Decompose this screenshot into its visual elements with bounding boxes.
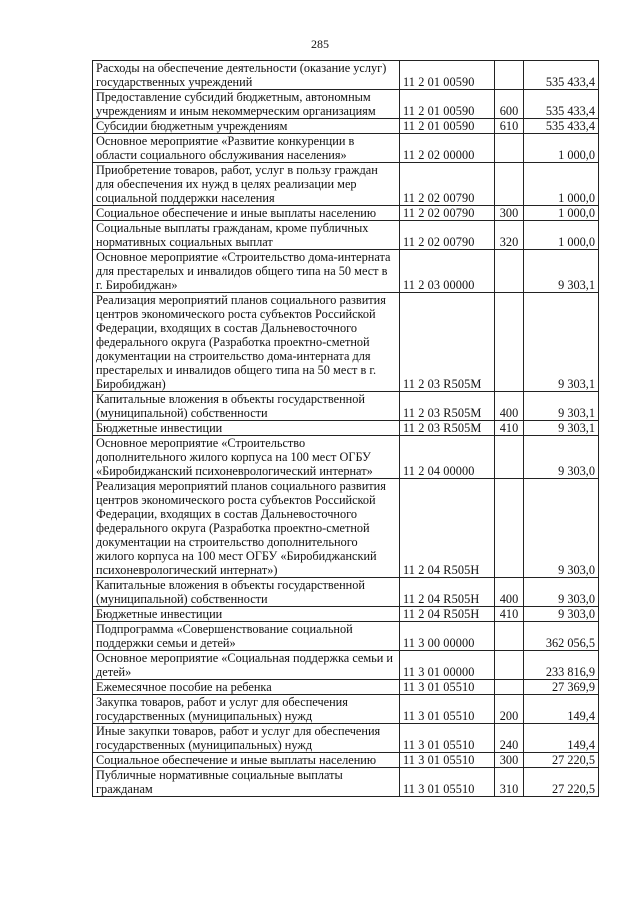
table-row — [93, 61, 599, 90]
row-name: Реализация мероприятий планов социального развития центров экономического роста субъектов Российской Федерации, входящих в состав Дальневосточного федерального округа (Разработка проектно-сметной документации на строительство дополнительного жилого корпуса на 100 мест ОГБУ «Биробиджанский психоневрологический интернат») — [93, 479, 400, 578]
budget-table-body — [93, 61, 599, 797]
row-sum: 149,4 — [524, 724, 599, 753]
row-name: Закупка товаров, работ и услуг для обеспечения государственных (муниципальных) нужд — [93, 695, 400, 724]
row-sum: 9 303,1 — [524, 421, 599, 436]
row-sum: 535 433,4 — [524, 61, 599, 90]
table-row — [93, 607, 599, 622]
row-name: Капитальные вложения в объекты государственной (муниципальной) собственности — [93, 392, 400, 421]
row-vr — [495, 436, 524, 479]
row-sum: 9 303,0 — [524, 607, 599, 622]
row-sum: 1 000,0 — [524, 221, 599, 250]
row-sum: 149,4 — [524, 695, 599, 724]
row-vr: 310 — [495, 768, 524, 797]
table-row — [93, 436, 599, 479]
row-vr: 610 — [495, 119, 524, 134]
row-sum: 27 220,5 — [524, 768, 599, 797]
row-vr: 400 — [495, 392, 524, 421]
row-code: 11 2 01 00590 — [400, 119, 495, 134]
table-row — [93, 724, 599, 753]
row-name: Основное мероприятие «Строительство дополнительного жилого корпуса на 100 мест ОГБУ «Биробиджанский психоневрологический интернат» — [93, 436, 400, 479]
table-row — [93, 768, 599, 797]
row-vr — [495, 680, 524, 695]
table-row — [93, 119, 599, 134]
row-vr — [495, 163, 524, 206]
row-name: Подпрограмма «Совершенствование социальной поддержки семьи и детей» — [93, 622, 400, 651]
row-sum: 1 000,0 — [524, 206, 599, 221]
row-sum: 1 000,0 — [524, 163, 599, 206]
row-vr: 240 — [495, 724, 524, 753]
row-name: Социальные выплаты гражданам, кроме публичных нормативных социальных выплат — [93, 221, 400, 250]
row-name: Публичные нормативные социальные выплаты гражданам — [93, 768, 400, 797]
row-vr — [495, 61, 524, 90]
row-code: 11 2 04 R505H — [400, 578, 495, 607]
row-vr: 400 — [495, 578, 524, 607]
row-code: 11 2 03 R505M — [400, 293, 495, 392]
row-vr: 300 — [495, 753, 524, 768]
table-row — [93, 250, 599, 293]
table-row — [93, 680, 599, 695]
row-sum: 535 433,4 — [524, 119, 599, 134]
row-code: 11 3 00 00000 — [400, 622, 495, 651]
row-vr: 600 — [495, 90, 524, 119]
table-row — [93, 163, 599, 206]
row-sum: 9 303,0 — [524, 436, 599, 479]
row-name: Ежемесячное пособие на ребенка — [93, 680, 400, 695]
row-sum: 362 056,5 — [524, 622, 599, 651]
row-sum: 27 220,5 — [524, 753, 599, 768]
budget-table — [92, 60, 599, 797]
row-name: Расходы на обеспечение деятельности (оказание услуг) государственных учреждений — [93, 61, 400, 90]
row-name: Предоставление субсидий бюджетным, автономным учреждениям и иным некоммерческим организациям — [93, 90, 400, 119]
row-sum: 233 816,9 — [524, 651, 599, 680]
row-name: Капитальные вложения в объекты государственной (муниципальной) собственности — [93, 578, 400, 607]
row-vr: 300 — [495, 206, 524, 221]
row-name: Социальное обеспечение и иные выплаты населению — [93, 753, 400, 768]
row-vr — [495, 134, 524, 163]
row-name: Основное мероприятие «Социальная поддержка семьи и детей» — [93, 651, 400, 680]
table-row — [93, 392, 599, 421]
row-vr: 320 — [495, 221, 524, 250]
row-sum: 9 303,1 — [524, 293, 599, 392]
row-code: 11 3 01 00000 — [400, 651, 495, 680]
row-vr: 200 — [495, 695, 524, 724]
row-sum: 9 303,1 — [524, 392, 599, 421]
row-code: 11 2 02 00000 — [400, 134, 495, 163]
table-row — [93, 421, 599, 436]
row-code: 11 3 01 05510 — [400, 724, 495, 753]
table-row — [93, 134, 599, 163]
row-vr — [495, 651, 524, 680]
table-row — [93, 90, 599, 119]
row-code: 11 3 01 05510 — [400, 695, 495, 724]
table-row — [93, 293, 599, 392]
row-sum: 9 303,0 — [524, 479, 599, 578]
row-name: Основное мероприятие «Строительство дома-интерната для престарелых и инвалидов общего типа на 50 мест в г. Биробиджан» — [93, 250, 400, 293]
row-sum: 1 000,0 — [524, 134, 599, 163]
row-code: 11 2 03 00000 — [400, 250, 495, 293]
table-row — [93, 753, 599, 768]
row-code: 11 2 04 R505H — [400, 607, 495, 622]
table-row — [93, 695, 599, 724]
row-code: 11 2 02 00790 — [400, 163, 495, 206]
row-vr: 410 — [495, 421, 524, 436]
row-name: Реализация мероприятий планов социального развития центров экономического роста субъектов Российской Федерации, входящих в состав Дальневосточного федерального округа (Разработка проектно-сметной документации на строительство дома-интерната для престарелых и инвалидов общего типа на 50 мест в г. Биробиджан) — [93, 293, 400, 392]
row-code: 11 2 01 00590 — [400, 90, 495, 119]
row-code: 11 2 02 00790 — [400, 221, 495, 250]
row-name: Социальное обеспечение и иные выплаты населению — [93, 206, 400, 221]
row-name: Субсидии бюджетным учреждениям — [93, 119, 400, 134]
table-row — [93, 622, 599, 651]
page-number: 285 — [311, 37, 329, 51]
row-code: 11 3 01 05510 — [400, 680, 495, 695]
row-sum: 9 303,1 — [524, 250, 599, 293]
row-code: 11 2 04 R505H — [400, 479, 495, 578]
table-row — [93, 651, 599, 680]
row-sum: 9 303,0 — [524, 578, 599, 607]
row-name: Бюджетные инвестиции — [93, 421, 400, 436]
row-vr — [495, 622, 524, 651]
table-row — [93, 221, 599, 250]
table-row — [93, 578, 599, 607]
row-name: Приобретение товаров, работ, услуг в пользу граждан для обеспечения их нужд в целях реализации мер социальной поддержки населения — [93, 163, 400, 206]
row-name: Основное мероприятие «Развитие конкуренции в области социального обслуживания населения» — [93, 134, 400, 163]
row-vr — [495, 250, 524, 293]
row-code: 11 2 03 R505M — [400, 421, 495, 436]
row-vr — [495, 479, 524, 578]
row-sum: 535 433,4 — [524, 90, 599, 119]
row-code: 11 2 03 R505M — [400, 392, 495, 421]
row-code: 11 2 02 00790 — [400, 206, 495, 221]
row-vr — [495, 293, 524, 392]
table-row — [93, 479, 599, 578]
row-code: 11 2 04 00000 — [400, 436, 495, 479]
row-name: Бюджетные инвестиции — [93, 607, 400, 622]
row-code: 11 2 01 00590 — [400, 61, 495, 90]
row-code: 11 3 01 05510 — [400, 753, 495, 768]
row-name: Иные закупки товаров, работ и услуг для обеспечения государственных (муниципальных) нужд — [93, 724, 400, 753]
row-sum: 27 369,9 — [524, 680, 599, 695]
row-vr: 410 — [495, 607, 524, 622]
table-row — [93, 206, 599, 221]
row-code: 11 3 01 05510 — [400, 768, 495, 797]
